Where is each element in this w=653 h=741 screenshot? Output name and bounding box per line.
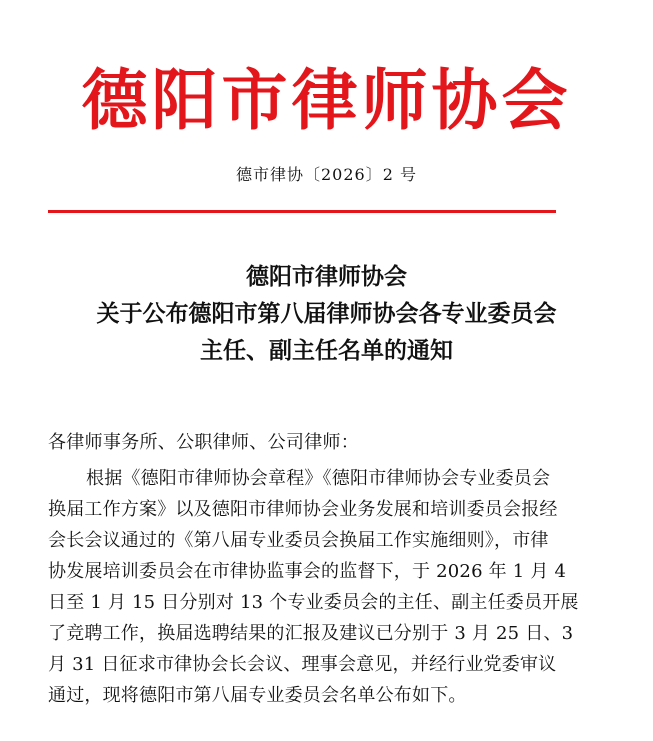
title-line-3: 主任、副主任名单的通知: [200, 337, 453, 364]
body-line: 会长会议通过的《第八届专业委员会换届工作实施细则》，市律: [48, 530, 549, 551]
title-line-2: 关于公布德阳市第八届律师协会各专业委员会: [96, 300, 557, 327]
salutation: 各律师事务所、公职律师、公司律师：: [48, 432, 360, 453]
body-line: 根据《德阳市律师协会章程》《德阳市律师协会专业委员会: [86, 468, 551, 489]
body-line: 换届工作方案》以及德阳市律师协会业务发展和培训委员会报经: [48, 499, 558, 520]
body-line: 了竞聘工作，换届选聘结果的汇报及建议已分别于 3 月 25 日、3: [48, 623, 574, 644]
organization-red-header: 德阳市律师协会: [81, 61, 572, 139]
body-line: 日至 1 月 15 日分别对 13 个专业委员会的主任、副主任委员开展: [48, 592, 579, 613]
document-number: 德市律协〔2026〕2 号: [236, 165, 417, 184]
red-divider-line: [48, 210, 556, 213]
body-paragraph: [48, 463, 588, 711]
notice-title: [0, 258, 653, 369]
title-line-1: 德阳市律师协会: [246, 263, 407, 290]
body-line: 协发展培训委员会在市律协监事会的监督下，于 2026 年 1 月 4: [48, 561, 567, 582]
body-line: 通过，现将德阳市第八届专业委员会名单公布如下。: [48, 685, 467, 706]
body-line: 月 31 日征求市律协会长会议、理事会意见，并经行业党委审议: [48, 654, 557, 675]
